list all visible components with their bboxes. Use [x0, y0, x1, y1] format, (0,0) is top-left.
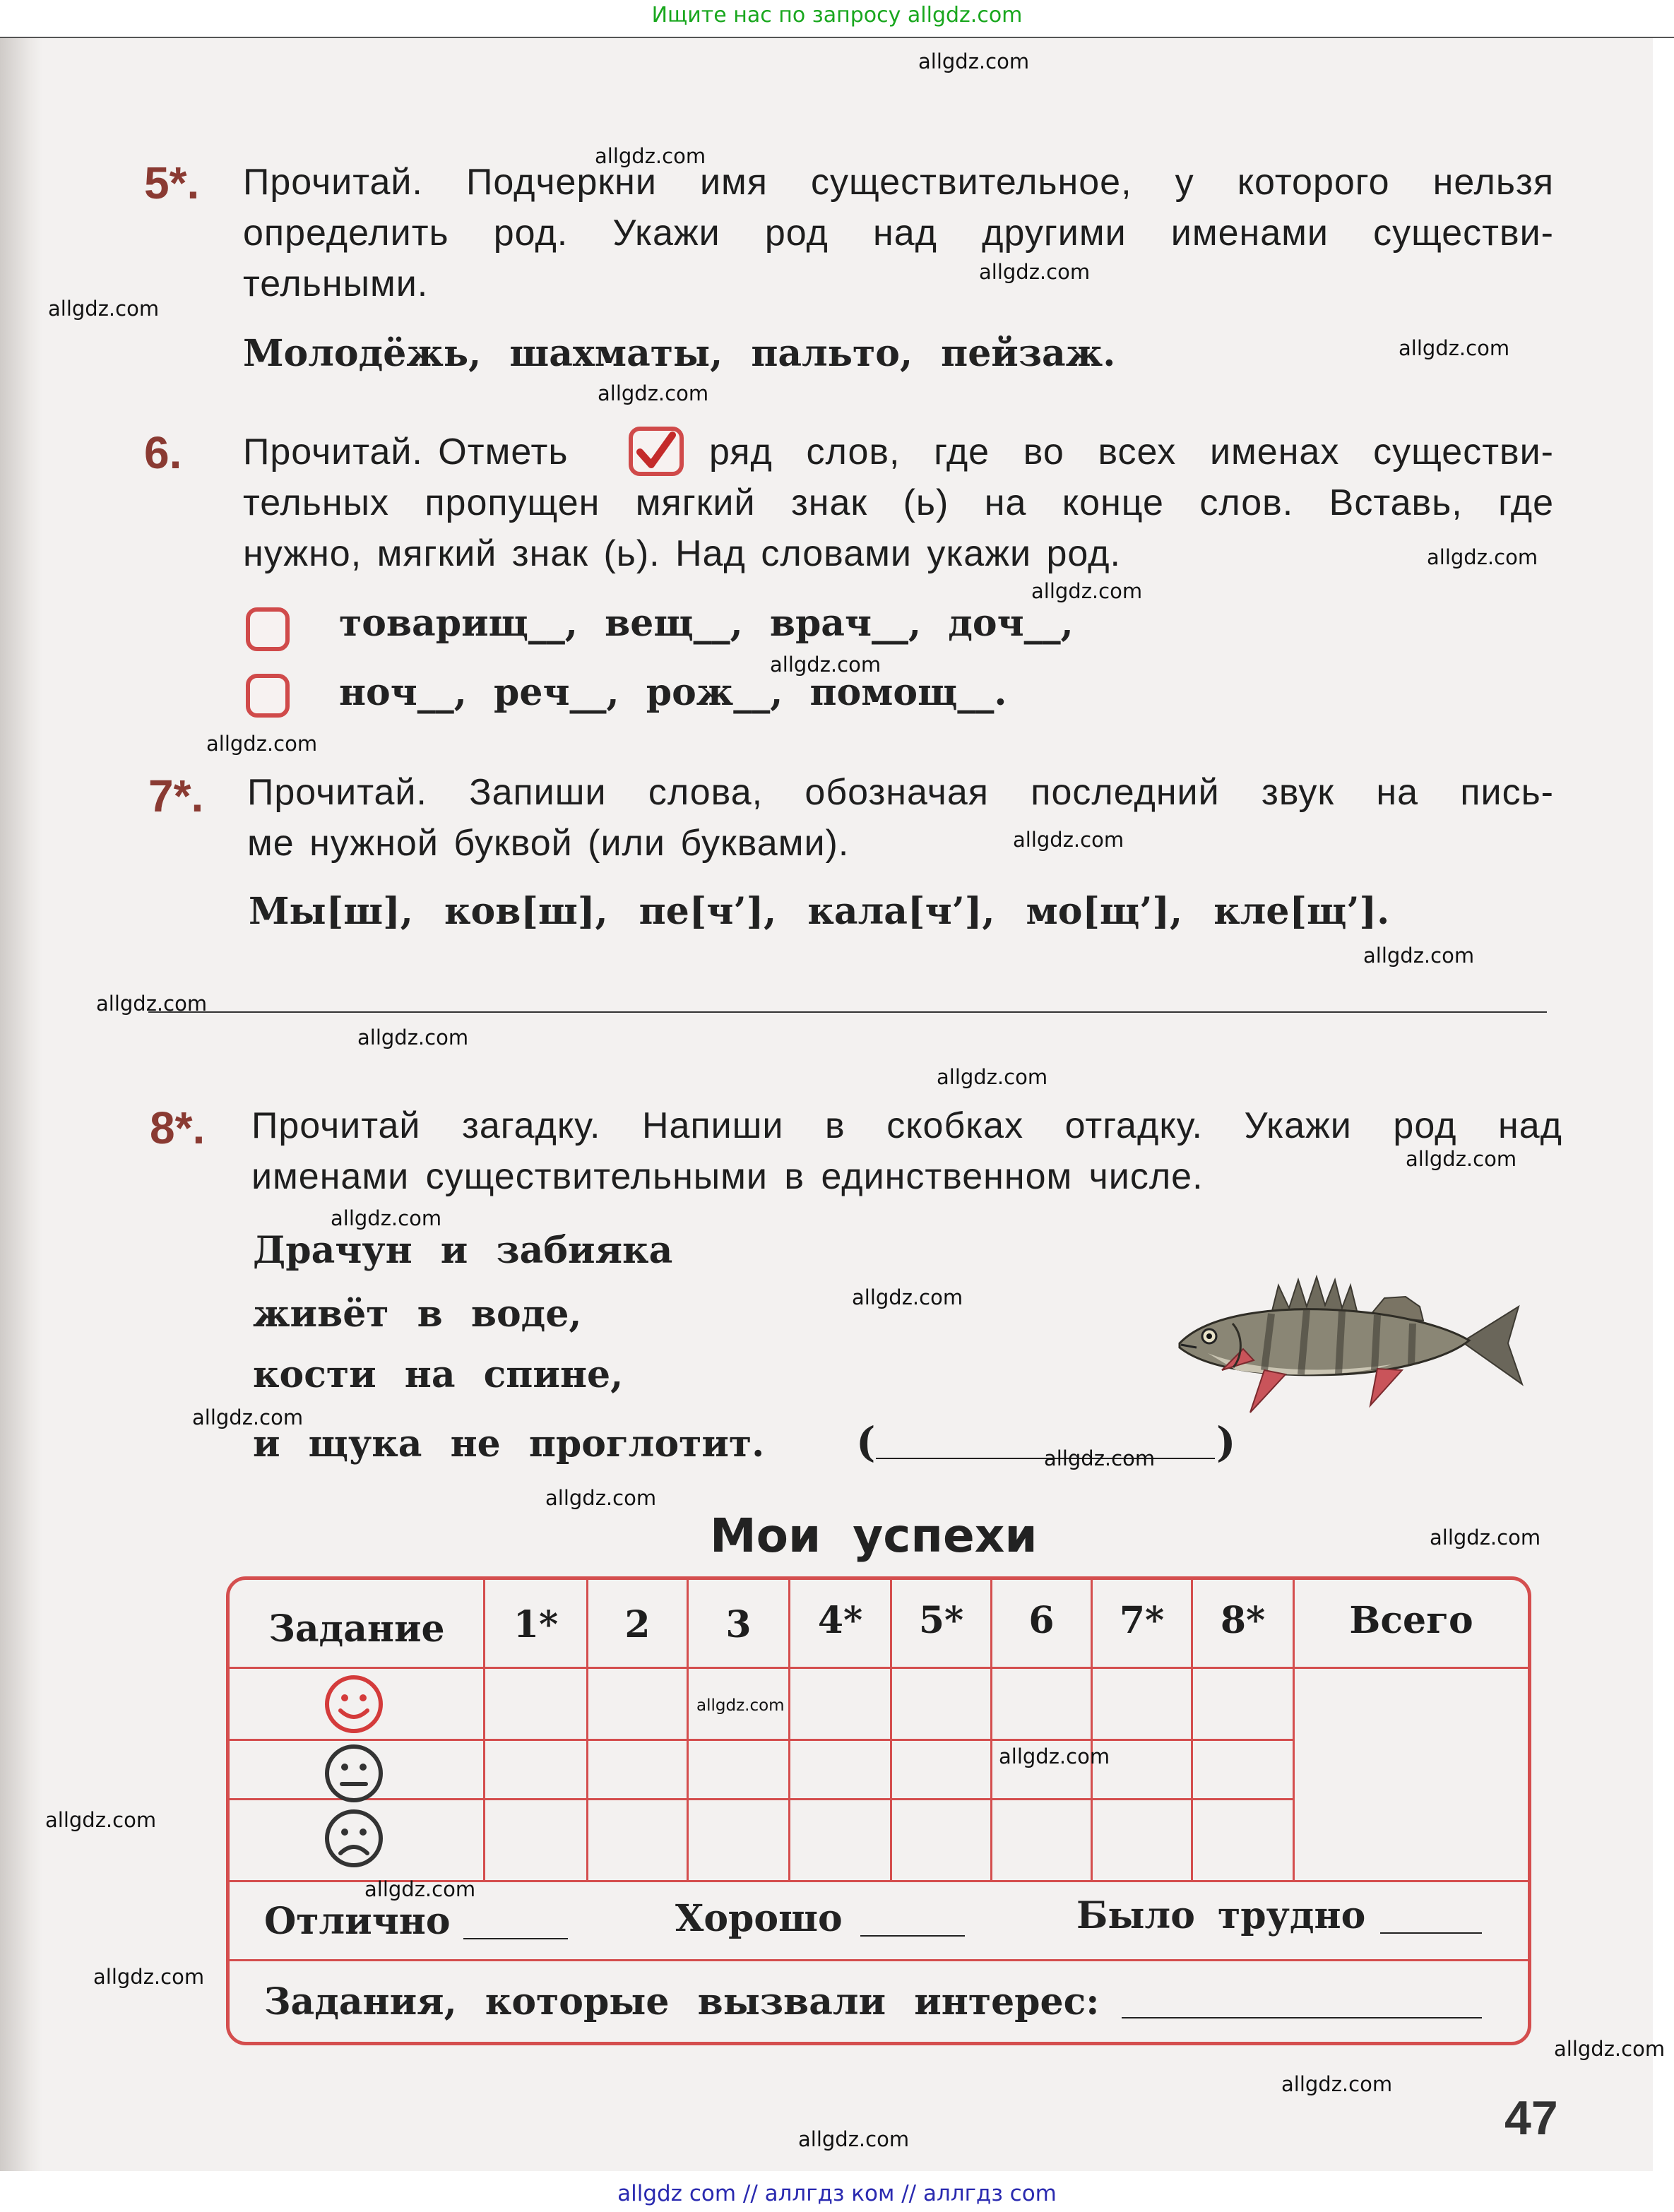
exercise-5-line-3: тельными. [243, 263, 429, 304]
label-good: Хорошо [675, 1897, 843, 1940]
watermark: allgdz.com [1427, 545, 1538, 569]
watermark: allgdz.com [1044, 1446, 1156, 1470]
check-example-box [629, 427, 684, 476]
happy-face-icon [323, 1674, 384, 1735]
watermark: allgdz.com [979, 260, 1091, 284]
exercise-7-words: Мы[ш], ков[ш], пе[ч’], кала[ч’], мо[щ’], кле[щ’]. [249, 890, 1390, 933]
riddle-line-1: Драчун и забияка [253, 1229, 673, 1272]
watermark: allgdz.com [770, 653, 881, 677]
watermark: allgdz.com [331, 1206, 442, 1230]
header-task-7: 7* [1119, 1599, 1165, 1642]
header-task-6: 6 [1028, 1599, 1055, 1642]
watermark: allgdz.com [1406, 1147, 1517, 1171]
watermark: allgdz.com [937, 1065, 1048, 1089]
checkmark-icon [633, 431, 679, 473]
exercise-6-line-1b: ряд слов, где во всех именах существи- [709, 432, 1554, 472]
checkbox-row-1[interactable] [246, 607, 290, 651]
exercise-5-words: Молодёжь, шахматы, пальто, пейзаж. [243, 332, 1116, 375]
header-task-3: 3 [725, 1603, 752, 1646]
watermark: allgdz.com [852, 1285, 963, 1309]
table-row-line [230, 1959, 1528, 1961]
perch-fish-illustration [1165, 1264, 1533, 1420]
header-total: Всего [1349, 1599, 1473, 1642]
success-title: Мои успехи [710, 1509, 1038, 1563]
exercise-6-line-1a: Прочитай. Отметь [243, 432, 569, 472]
exercise-6-line-3: нужно, мягкий знак (ь). Над словами укажи род. [243, 533, 1121, 574]
hard-answer-line[interactable] [1380, 1932, 1482, 1934]
watermark: allgdz.com [1399, 336, 1510, 360]
label-excellent: Отлично [264, 1900, 451, 1943]
watermark: allgdz.com [598, 381, 709, 405]
watermark: allgdz.com [595, 144, 706, 168]
header-task-4: 4* [817, 1599, 863, 1642]
watermark: allgdz.com [93, 1965, 205, 1989]
watermark: allgdz.com [206, 732, 318, 756]
exercise-6-row-1: товарищ__, вещ__, врач__, доч__, [339, 602, 1074, 645]
header-task-5: 5* [918, 1599, 964, 1642]
exercise-6-number: 6. [144, 427, 182, 478]
header-task-8: 8* [1220, 1599, 1266, 1642]
label-interest: Задания, которые вызвали интерес: [264, 1980, 1100, 2023]
exercise-8-line-2: именами существительными в единственном числе. [251, 1156, 1204, 1197]
watermark: allgdz.com [96, 992, 208, 1016]
watermark: allgdz.com [798, 2127, 910, 2151]
exercise-8-line-1: Прочитай загадку. Напиши в скобках отгадку. Укажи род над [251, 1105, 1562, 1146]
riddle-line-2: живёт в воде, [253, 1292, 582, 1336]
top-banner[interactable]: Ищите нас по запросу allgdz.com [651, 3, 1023, 28]
exercise-7-line-1: Прочитай. Запиши слова, обозначая последний звук на пись- [247, 772, 1554, 813]
checkbox-row-2[interactable] [246, 674, 290, 718]
watermark: allgdz.com [48, 297, 160, 321]
watermark: allgdz.com [1281, 2072, 1393, 2096]
watermark: allgdz.com [45, 1808, 157, 1832]
table-row-line [230, 1739, 1293, 1741]
header-task-2: 2 [624, 1603, 651, 1646]
good-answer-line[interactable] [860, 1935, 965, 1937]
header-task: Задание [268, 1607, 445, 1651]
watermark: allgdz.com [1554, 2037, 1666, 2061]
exercise-8-number: 8*. [150, 1102, 206, 1153]
answer-paren-close: ) [1216, 1418, 1236, 1466]
neutral-face-icon [323, 1743, 384, 1804]
watermark: allgdz.com [918, 49, 1030, 73]
exercise-5-number: 5*. [144, 157, 200, 208]
watermark: allgdz.com [1013, 828, 1124, 852]
watermark: allgdz.com [696, 1696, 785, 1715]
page-spine [0, 38, 42, 2171]
exercise-5-line-2: определить род. Укажи род над другими именами существи- [243, 213, 1554, 254]
table-row-line [230, 1667, 1528, 1669]
watermark: allgdz.com [1363, 944, 1475, 968]
table-row-line [230, 1798, 1293, 1800]
bottom-banner[interactable]: allgdz com // аллгдз ком // аллгдз com [617, 2181, 1057, 2206]
label-hard: Было трудно [1076, 1894, 1366, 1937]
answer-paren-open: ( [856, 1418, 876, 1466]
watermark: allgdz.com [192, 1405, 304, 1429]
exercise-6-row-2: ноч__, реч__, рож__, помощ__. [339, 671, 1007, 714]
exercise-7-number: 7*. [148, 771, 204, 821]
page-number: 47 [1504, 2091, 1558, 2145]
excellent-answer-line[interactable] [463, 1938, 568, 1939]
watermark: allgdz.com [1031, 579, 1143, 603]
exercise-5-line-1: Прочитай. Подчеркни имя существительное, у которого нельзя [243, 162, 1554, 203]
header-task-1: 1* [513, 1603, 559, 1646]
watermark: allgdz.com [1430, 1526, 1541, 1550]
sad-face-icon [323, 1808, 384, 1869]
answer-rule[interactable] [148, 1011, 1547, 1013]
watermark: allgdz.com [357, 1025, 469, 1049]
watermark: allgdz.com [999, 1744, 1110, 1768]
watermark: allgdz.com [545, 1486, 657, 1510]
interest-answer-line[interactable] [1122, 2017, 1482, 2018]
riddle-line-4: и щука не проглотит. [253, 1422, 765, 1465]
riddle-line-3: кости на спине, [253, 1353, 624, 1396]
exercise-6-line-2: тельных пропущен мягкий знак (ь) на конце слов. Вставь, где [243, 482, 1554, 523]
exercise-7-line-2: ме нужной буквой (или буквами). [247, 823, 850, 864]
watermark: allgdz.com [364, 1877, 476, 1901]
